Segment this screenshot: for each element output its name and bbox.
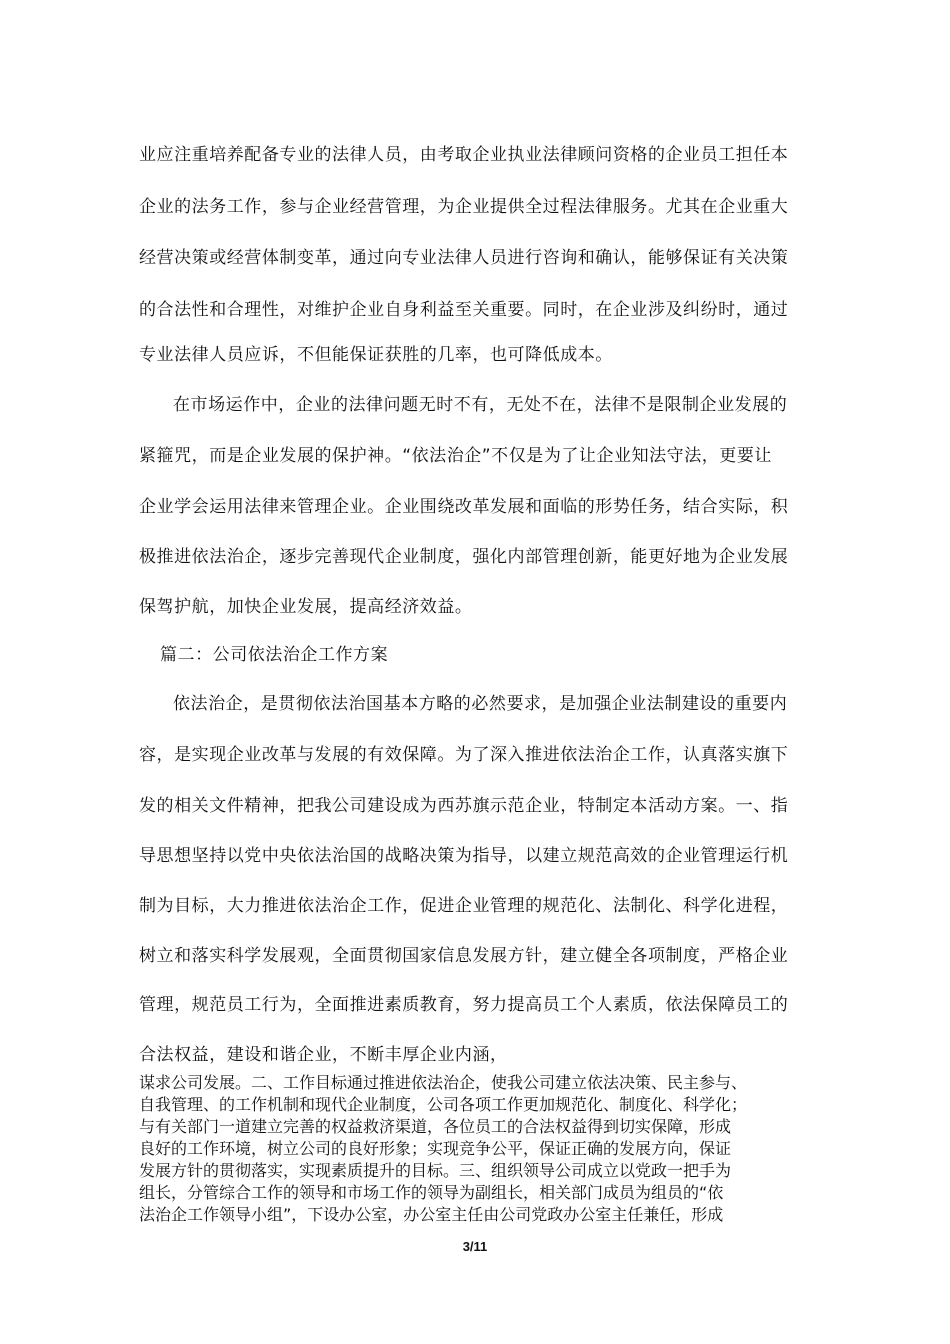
text-line: 良好的工作环境，树立公司的良好形象；实现竞争公平，保证正确的发展方向，保证 (139, 1139, 732, 1158)
text-line: 的合法性和合理性，对维护企业自身利益至关重要。同时，在企业涉及纠纷时，通过 (139, 300, 789, 320)
text-line: 企业学会运用法律来管理企业。企业围绕改革发展和面临的形势任务，结合实际，积 (139, 497, 789, 517)
text-line: 发的相关文件精神，把我公司建设成为西苏旗示范企业，特制定本活动方案。一、指 (139, 796, 789, 816)
text-line: 专业法律人员应诉，不但能保证获胜的几率，也可降低成本。 (139, 345, 613, 365)
text-line: 合法权益，建设和谐企业，不断丰厚企业内涵， (139, 1045, 508, 1065)
text-line: 发展方针的贯彻落实，实现素质提升的目标。三、组织领导公司成立以党政一把手为 (139, 1161, 732, 1180)
text-line: 导思想坚持以党中央依法治国的战略决策为指导，以建立规范高效的企业管理运行机 (139, 846, 789, 866)
text-line: 与有关部门一道建立完善的权益救济渠道，各位员工的合法权益得到切实保障，形成 (139, 1117, 732, 1136)
text-line: 业应注重培养配备专业的法律人员，由考取企业执业法律顾问资格的企业员工担任本 (139, 145, 789, 165)
text-line: 保驾护航，加快企业发展，提高经济效益。 (139, 597, 473, 617)
text-line: 制为目标，大力推进依法治企工作，促进企业管理的规范化、法制化、科学化进程， (139, 896, 789, 916)
section-heading: 篇二：公司依法治企工作方案 (160, 645, 389, 665)
text-line: 企业的法务工作，参与企业经营管理，为企业提供全过程法律服务。尤其在企业重大 (139, 197, 789, 217)
text-line: 组长，分管综合工作的领导和市场工作的领导为副组长，相关部门成员为组员的“依 (139, 1183, 724, 1202)
text-line: 树立和落实科学发展观，全面贯彻国家信息发展方针，建立健全各项制度，严格企业 (139, 946, 789, 966)
text-line: 谋求公司发展。二、工作目标通过推进依法治企，使我公司建立依法决策、民主参与、 (139, 1073, 748, 1092)
text-line: 容，是实现企业改革与发展的有效保障。为了深入推进依法治企工作，认真落实旗下 (139, 745, 789, 765)
text-line: 紧箍咒，而是企业发展的保护神。“依法治企”不仅是为了让企业知法守法，更要让 (139, 446, 772, 466)
text-line: 极推进依法治企，逐步完善现代企业制度，强化内部管理创新，能更好地为企业发展 (139, 547, 789, 567)
text-line: 自我管理、的工作机制和现代企业制度，公司各项工作更加规范化、制度化、科学化； (139, 1095, 748, 1114)
page-number: 3/11 (462, 1239, 488, 1254)
text-line: 法治企工作领导小组”，下设办公室，办公室主任由公司党政办公室主任兼任，形成 (139, 1205, 724, 1224)
paragraph-first-line: 在市场运作中，企业的法律问题无时不有，无处不在，法律不是限制企业发展的 (173, 395, 788, 415)
paragraph-first-line: 依法治企，是贯彻依法治国基本方略的必然要求，是加强企业法制建设的重要内 (173, 694, 788, 714)
text-line: 经营决策或经营体制变革，通过向专业法律人员进行咨询和确认，能够保证有关决策 (139, 248, 789, 268)
text-line: 管理，规范员工行为，全面推进素质教育，努力提高员工个人素质，依法保障员工的 (139, 995, 789, 1015)
